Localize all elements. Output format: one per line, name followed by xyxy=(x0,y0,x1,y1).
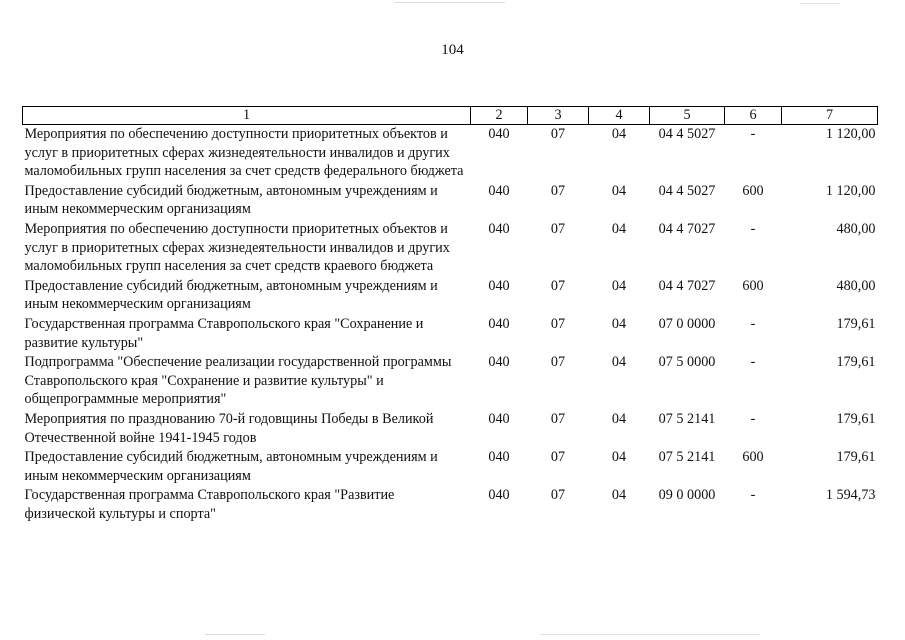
column-header: 1 xyxy=(23,107,471,125)
section-code-cell: 07 xyxy=(550,354,566,371)
ministry-code-cell: 040 xyxy=(488,126,510,142)
subsection-code-cell: 04 xyxy=(611,410,627,427)
ministry-code-cell: 040 xyxy=(488,277,510,294)
table-row xyxy=(23,448,878,486)
subsection-code-cell: 04 xyxy=(611,315,627,332)
subsection-code-cell: 04 xyxy=(611,126,627,142)
amount-cell: 179,61 xyxy=(836,354,876,371)
column-header: 4 xyxy=(589,107,650,125)
scan-artifact xyxy=(800,3,840,4)
expense-type-cell: - xyxy=(750,410,756,427)
amount-cell: 179,61 xyxy=(836,449,876,466)
expense-type-cell: 600 xyxy=(742,449,764,466)
column-header: 6 xyxy=(725,107,782,125)
table-body xyxy=(23,125,878,525)
subsection-code-cell: 04 xyxy=(611,487,627,504)
ministry-code-cell: 040 xyxy=(488,410,510,427)
section-code-cell: 07 xyxy=(550,410,566,427)
target-article-cell: 07 0 0000 xyxy=(658,315,716,332)
expense-type-cell: - xyxy=(750,220,756,237)
column-header: 7 xyxy=(782,107,878,125)
target-article-cell: 04 4 7027 xyxy=(658,220,716,237)
row-name-cell: Государственная программа Ставропольского края "Сохранение и развитие культуры" xyxy=(24,315,424,351)
table-row xyxy=(23,315,878,353)
subsection-code-cell: 04 xyxy=(611,182,627,199)
section-code-cell: 07 xyxy=(550,220,566,237)
ministry-code-cell: 040 xyxy=(488,182,510,199)
table-row xyxy=(23,220,878,277)
page-number: 104 xyxy=(441,42,464,58)
section-code-cell: 07 xyxy=(550,487,566,504)
amount-cell: 179,61 xyxy=(836,315,876,332)
target-article-cell: 04 4 5027 xyxy=(658,182,716,199)
section-code-cell: 07 xyxy=(550,449,566,466)
section-code-cell: 07 xyxy=(550,315,566,332)
expense-type-cell: 600 xyxy=(742,182,764,199)
table-header-row xyxy=(23,107,878,125)
ministry-code-cell: 040 xyxy=(488,487,510,504)
table-row xyxy=(23,277,878,315)
subsection-code-cell: 04 xyxy=(611,354,627,371)
table-row xyxy=(23,353,878,410)
subsection-code-cell: 04 xyxy=(611,449,627,466)
row-name-cell: Предоставление субсидий бюджетным, автономным учреждениям и иным некоммерческим организациям xyxy=(24,277,438,313)
row-name-cell: Предоставление субсидий бюджетным, автономным учреждениям и иным некоммерческим организациям xyxy=(24,182,438,218)
subsection-code-cell: 04 xyxy=(611,277,627,294)
row-name-cell: Подпрограмма "Обеспечение реализации государственной программы Ставропольского края "Сохранение и развитие культуры" и общепрограммные мероприятия" xyxy=(24,354,452,408)
target-article-cell: 09 0 0000 xyxy=(658,487,716,504)
expense-type-cell: - xyxy=(750,126,756,142)
expense-type-cell: - xyxy=(750,315,756,332)
section-code-cell: 07 xyxy=(550,182,566,199)
expense-type-cell: - xyxy=(750,354,756,371)
target-article-cell: 07 5 0000 xyxy=(658,354,716,371)
table-row xyxy=(23,486,878,524)
scan-artifact xyxy=(205,634,265,635)
row-name-cell: Мероприятия по обеспечению доступности приоритетных объектов и услуг в приоритетных сферах жизнедеятельности инвалидов и других маломобильных групп населения за счет средств федерального бюджета xyxy=(24,126,464,180)
ministry-code-cell: 040 xyxy=(488,449,510,466)
row-name-cell: Мероприятия по обеспечению доступности приоритетных объектов и услуг в приоритетных сферах жизнедеятельности инвалидов и других маломобильных групп населения за счет средств краевого бюджета xyxy=(24,220,450,275)
amount-cell: 480,00 xyxy=(836,277,876,294)
target-article-cell: 07 5 2141 xyxy=(658,410,716,427)
section-code-cell: 07 xyxy=(550,277,566,294)
amount-cell: 480,00 xyxy=(836,220,876,237)
ministry-code-cell: 040 xyxy=(488,315,510,332)
amount-cell: 179,61 xyxy=(836,410,876,427)
section-code-cell: 07 xyxy=(550,126,566,142)
target-article-cell: 04 4 7027 xyxy=(658,277,716,294)
target-article-cell: 04 4 5027 xyxy=(658,126,716,142)
budget-table xyxy=(22,106,878,524)
row-name-cell: Мероприятия по празднованию 70-й годовщины Победы в Великой Отечественной войне 1941-1945 годов xyxy=(24,410,434,446)
ministry-code-cell: 040 xyxy=(488,354,510,371)
expense-type-cell: - xyxy=(750,487,756,504)
scan-artifact xyxy=(395,2,505,3)
amount-cell: 1 120,00 xyxy=(825,182,876,199)
column-header: 5 xyxy=(650,107,725,125)
column-header: 2 xyxy=(471,107,528,125)
column-header: 3 xyxy=(528,107,589,125)
amount-cell: 1 120,00 xyxy=(825,126,876,142)
amount-cell: 1 594,73 xyxy=(825,487,876,504)
subsection-code-cell: 04 xyxy=(611,220,627,237)
ministry-code-cell: 040 xyxy=(488,220,510,237)
row-name-cell: Предоставление субсидий бюджетным, автономным учреждениям и иным некоммерческим организациям xyxy=(24,449,438,484)
table-row xyxy=(23,410,878,448)
scan-artifact xyxy=(540,634,760,635)
row-name-cell: Государственная программа Ставропольского края "Развитие физической культуры и спорта" xyxy=(24,487,395,522)
table-row xyxy=(23,125,878,182)
table-row xyxy=(23,182,878,220)
target-article-cell: 07 5 2141 xyxy=(658,449,716,466)
expense-type-cell: 600 xyxy=(742,277,764,294)
